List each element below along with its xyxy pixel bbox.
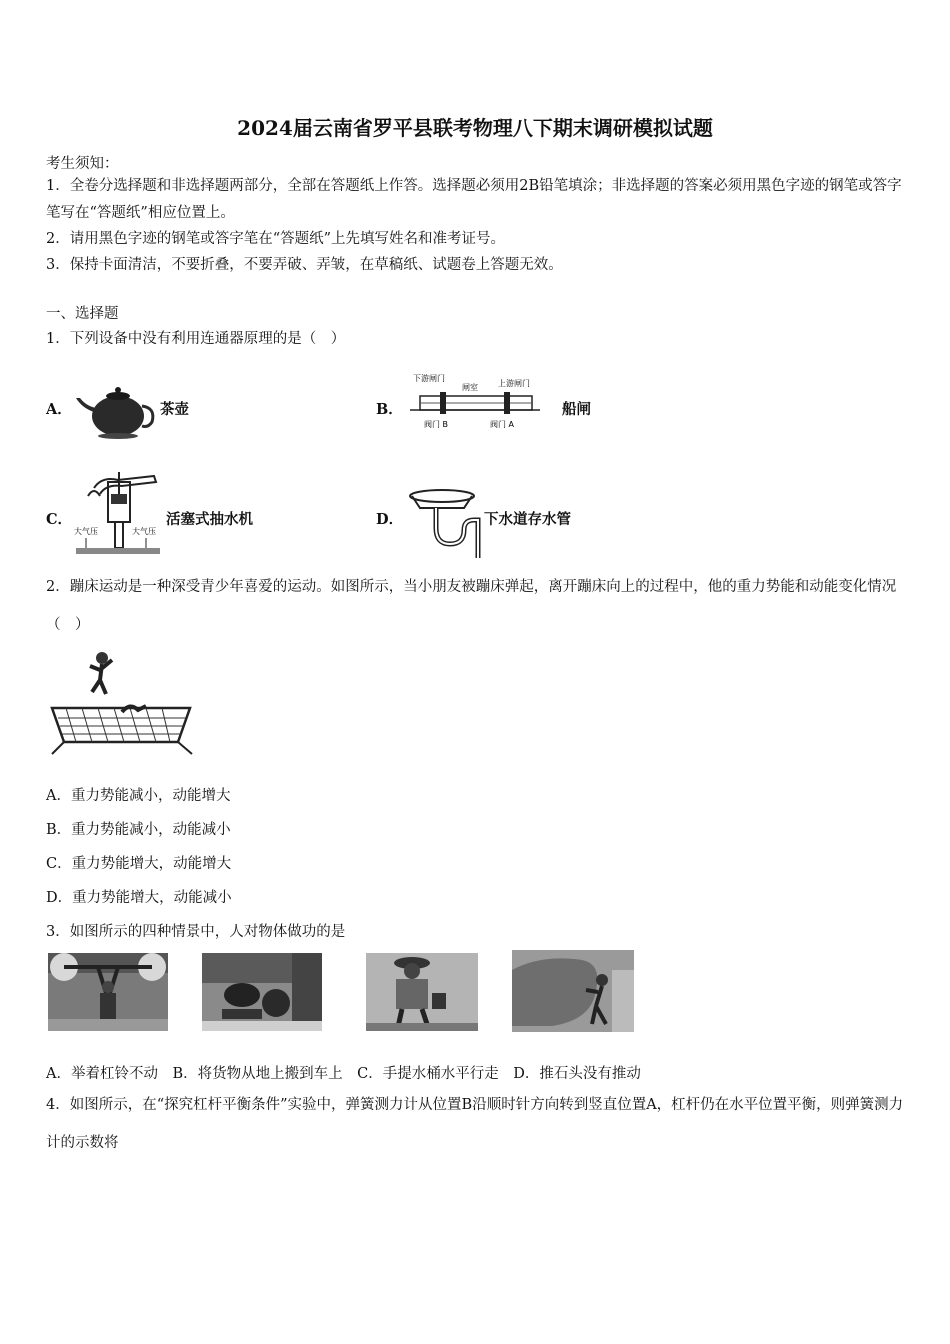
q1-option-d-letter: D． — [376, 511, 404, 528]
q1-option-c-letter: C． — [46, 511, 73, 528]
q1-option-c-text: 活塞式抽水机 — [166, 511, 253, 528]
lock-label-valve-a: 阀门 A — [490, 420, 515, 429]
notice-item-1: 1．全卷分选择题和非选择题两部分，全部在答题纸上作答。选择题必须用2B铅笔填涂；非选择题的答案必须用黑色字迹的钢笔或答字笔写在“答题纸”相应位置上。 — [46, 178, 902, 221]
q1-option-a-text: 茶壶 — [160, 401, 189, 418]
ship-lock-figure — [410, 372, 540, 432]
notice-item-3: 3．保持卡面清洁，不要折叠，不要弄破、弄皱，在草稿纸、试题卷上答题无效。 — [46, 257, 563, 273]
notice-heading: 考生须知： — [46, 156, 119, 172]
weightlifting-photo — [48, 953, 168, 1031]
lock-label-valve-b: 阀门 B — [424, 420, 449, 429]
q1-option-b-text: 船闸 — [562, 401, 591, 418]
lock-label-down-gate: 下游闸门 — [413, 374, 445, 383]
q1-option-b-letter: B． — [376, 401, 403, 418]
pushing-stone-photo — [512, 950, 634, 1032]
notice-item-2: 2．请用黑色字迹的钢笔或答字笔在“答题纸”上先填写姓名和准考证号。 — [46, 231, 506, 247]
q2-stem: 2．蹦床运动是一种深受青少年喜爱的运动。如图所示，当小朋友被蹦床弹起，离开蹦床向上的过程中，他的重力势能和动能变化情况（ ） — [46, 579, 897, 633]
pump-label-left: 大气压 — [74, 527, 98, 536]
q1-option-a-letter: A． — [46, 401, 72, 418]
q2-option-a: A．重力势能减小，动能增大 — [46, 788, 231, 804]
section-heading: 一、选择题 — [46, 306, 119, 322]
lock-label-chamber: 闸室 — [462, 383, 478, 392]
teapot-figure — [72, 378, 158, 440]
q4-stem: 4．如图所示，在“探究杠杆平衡条件”实验中，弹簧测力计从位置B沿顺时针方向转到竖直位置A，杠杆仍在水平位置平衡，则弹簧测力计的示数将 — [46, 1097, 904, 1151]
piston-pump-figure — [72, 468, 164, 558]
page-title: 2024届云南省罗平县联考物理八下期末调研模拟试题 — [237, 116, 713, 140]
carrying-bucket-photo — [366, 953, 478, 1031]
q2-option-b: B．重力势能减小，动能减小 — [46, 822, 231, 838]
q1-option-d-text: 下水道存水管 — [484, 511, 571, 528]
drain-trap-figure — [404, 488, 484, 560]
q2-option-c: C．重力势能增大，动能增大 — [46, 856, 232, 872]
q1-stem: 1．下列设备中没有利用连通器原理的是（ ） — [46, 331, 346, 347]
q3-stem: 3．如图所示的四种情景中，人对物体做功的是 — [46, 924, 346, 940]
lifting-cargo-photo — [202, 953, 322, 1031]
trampoline-figure — [46, 648, 196, 756]
q3-options: A．举着杠铃不动 B．将货物从地上搬到车上 C．手提水桶水平行走 D．推石头没有推动 — [46, 1066, 641, 1082]
pump-label-right: 大气压 — [132, 527, 156, 536]
q2-option-d: D．重力势能增大，动能减小 — [46, 890, 232, 906]
lock-label-up-gate: 上游闸门 — [498, 379, 530, 388]
